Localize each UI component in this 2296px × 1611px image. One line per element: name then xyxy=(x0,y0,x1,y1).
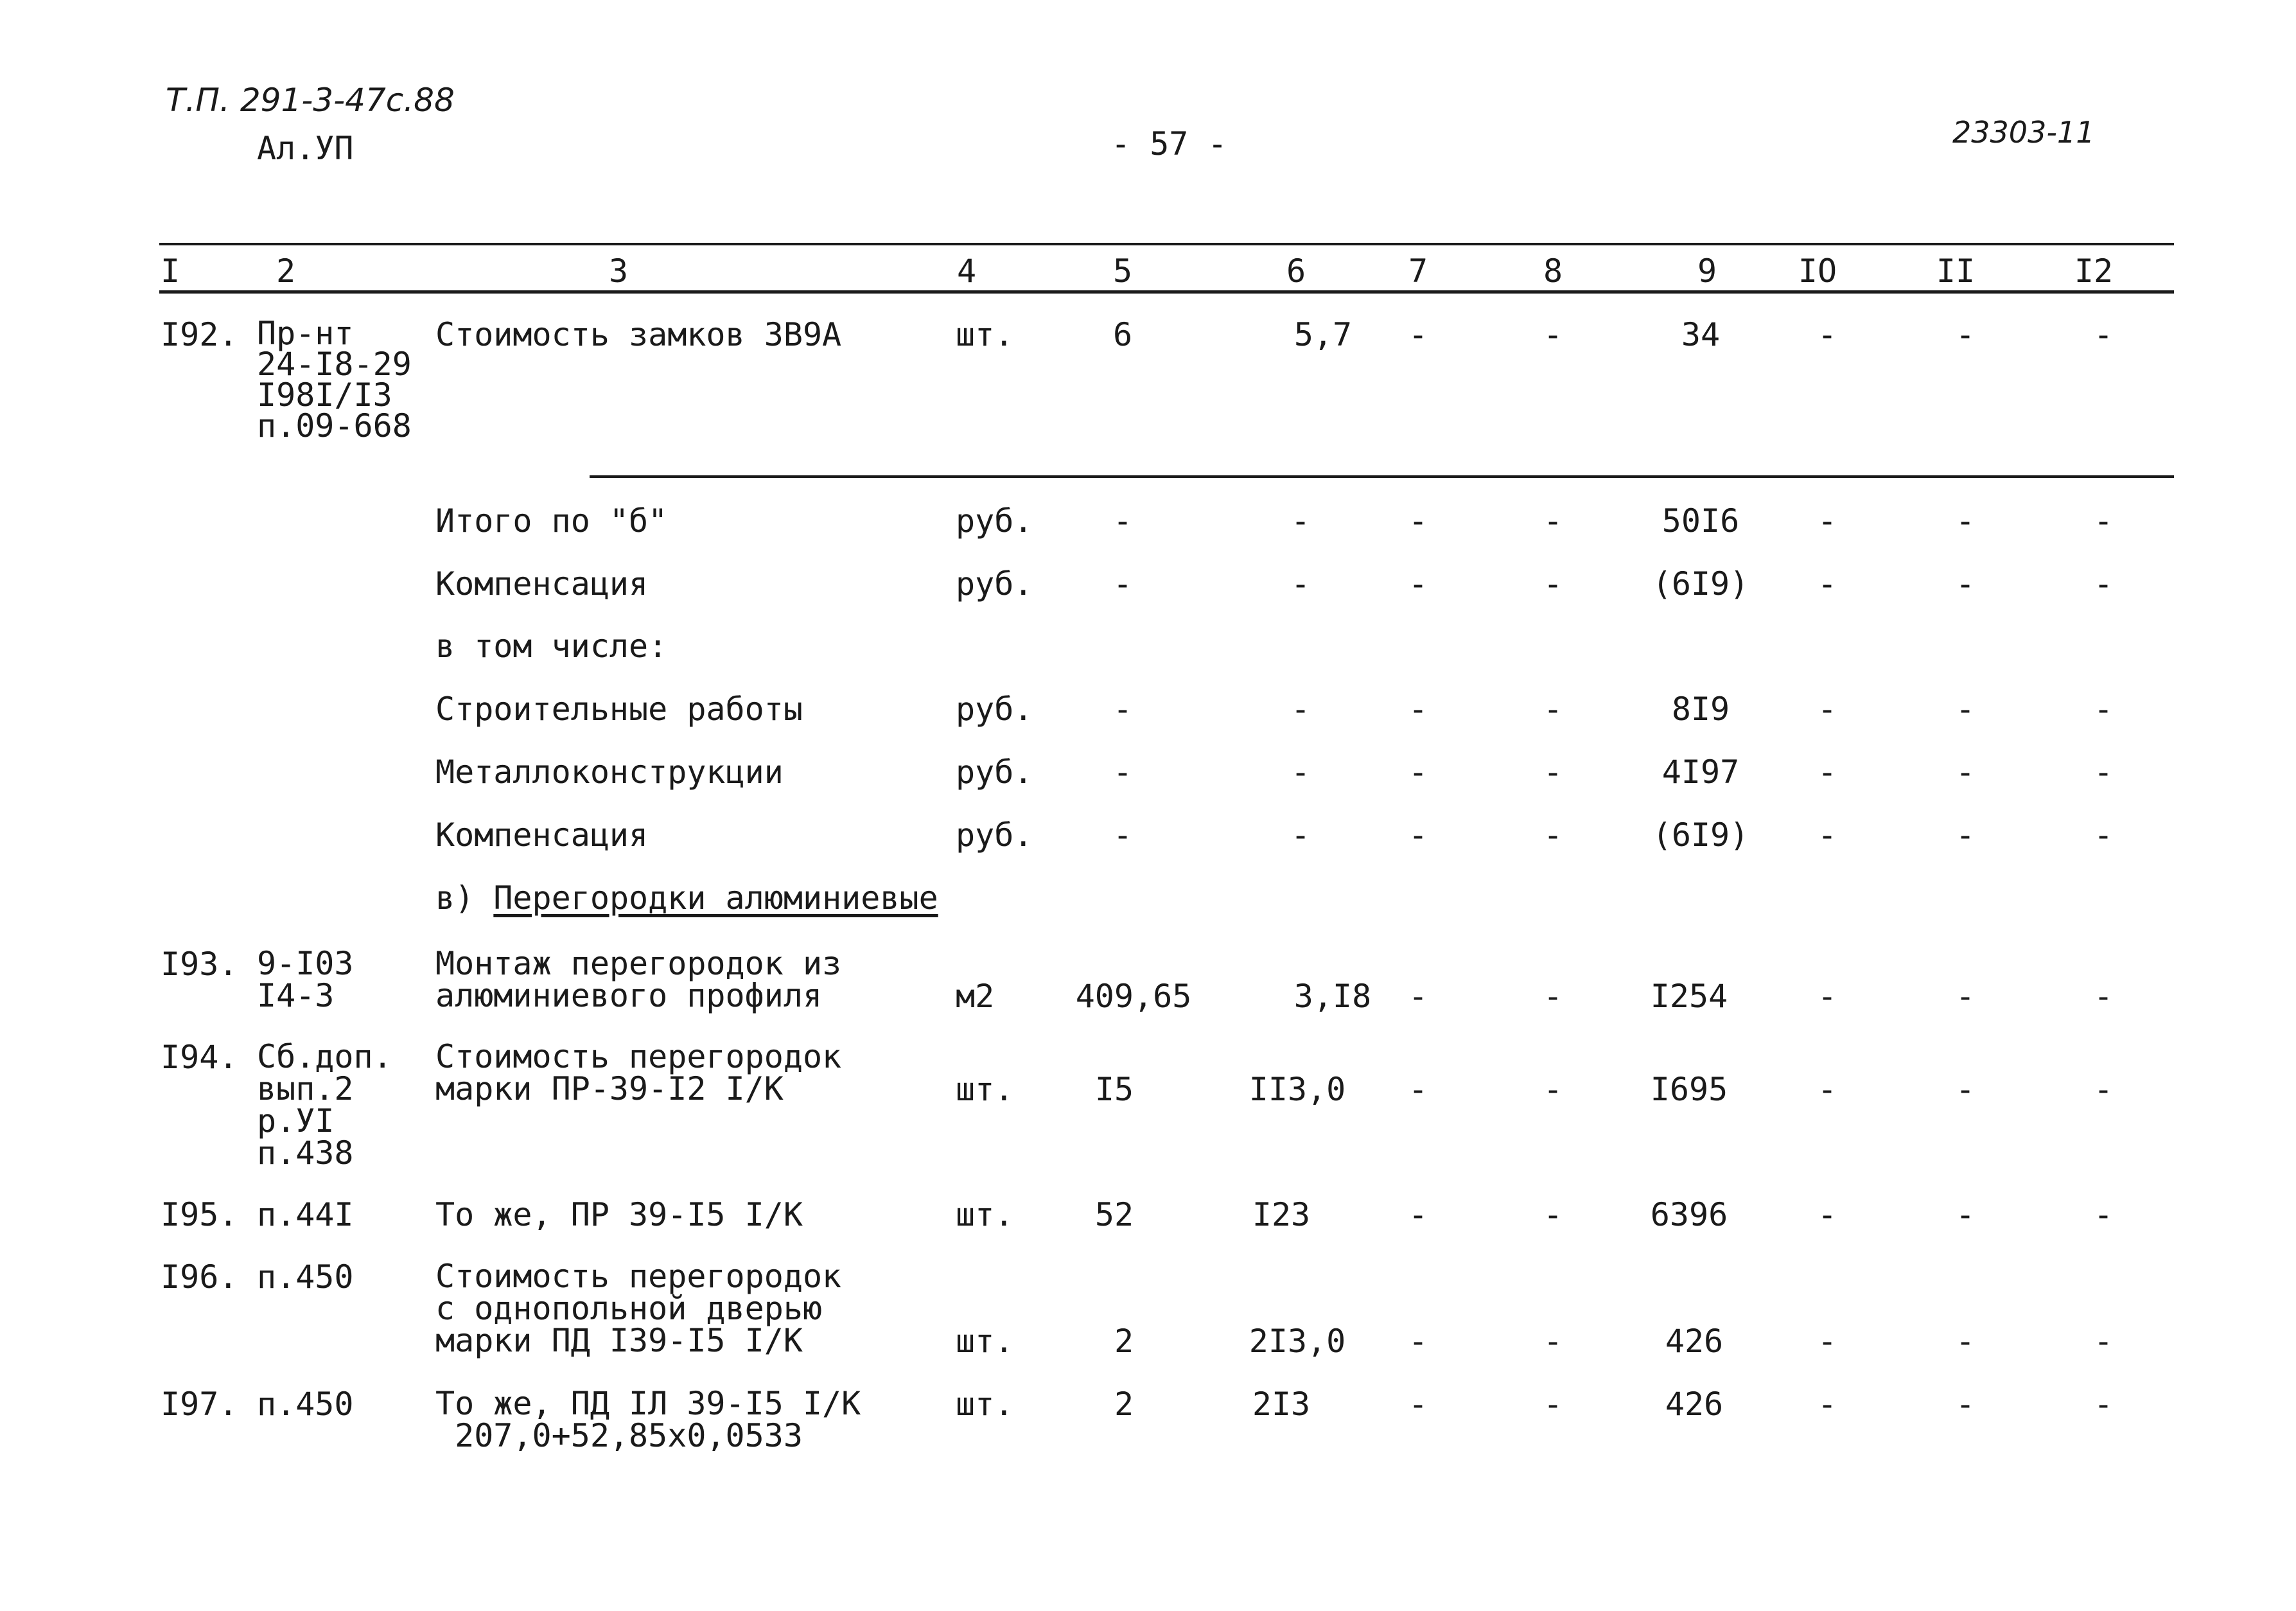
cell-col11: - xyxy=(1955,753,1976,791)
col-header-10: IO xyxy=(1798,252,1837,290)
cell-col5: 409,65 xyxy=(1075,978,1192,1015)
cell-col11: - xyxy=(1955,816,1976,854)
cell-col12: - xyxy=(2093,1196,2114,1233)
calc-formula: 207,0+52,85х0,0533 xyxy=(435,1417,803,1454)
desc-line: марки ПР-39-I2 I/К xyxy=(435,1070,784,1107)
ref-line: Сб.доп. xyxy=(257,1038,392,1075)
row-description: Компенсация xyxy=(435,816,649,854)
cell-col9: 8I9 xyxy=(1671,691,1730,728)
row-reference: п.450 xyxy=(257,1258,354,1296)
cell-col11: - xyxy=(1955,1196,1976,1233)
cell-col11: - xyxy=(1955,1071,1976,1108)
row-reference xyxy=(257,315,412,445)
cell-col5: 2 xyxy=(1114,1323,1134,1360)
col-header-12: I2 xyxy=(2074,252,2114,290)
row-description: То же, ПР 39-I5 I/К xyxy=(435,1196,803,1233)
ref-line: п.09-668 xyxy=(257,407,412,445)
row-reference xyxy=(257,947,354,1012)
row-description: Итого по "б" xyxy=(435,502,668,540)
cell-col5: 2 xyxy=(1114,1386,1134,1423)
row-description xyxy=(435,1260,841,1357)
row-unit: шт. xyxy=(956,1071,1014,1108)
cell-col6: - xyxy=(1290,691,1311,728)
row-unit: м2 xyxy=(956,978,995,1015)
cell-col9: I695 xyxy=(1650,1071,1728,1108)
row-number: I92. xyxy=(161,316,238,353)
cell-col7: - xyxy=(1408,1386,1428,1423)
desc-line: То же, ПД IЛ 39-I5 I/К xyxy=(435,1385,861,1422)
row-number: I95. xyxy=(161,1196,238,1233)
desc-line: алюминиевого профиля xyxy=(435,977,823,1014)
desc-line: Стоимость перегородок xyxy=(435,1258,842,1295)
cell-col12: - xyxy=(2093,565,2114,603)
cell-col11: - xyxy=(1955,316,1976,353)
cell-col8: - xyxy=(1543,565,1563,603)
cell-col6: - xyxy=(1290,753,1311,791)
cell-col10: - xyxy=(1817,753,1837,791)
cell-col10: - xyxy=(1817,1071,1837,1108)
cell-col6: I23 xyxy=(1252,1196,1311,1233)
cell-col10: - xyxy=(1817,565,1837,603)
row-reference: п.450 xyxy=(257,1386,354,1423)
col-header-3: 3 xyxy=(608,252,629,290)
ref-line: I4-3 xyxy=(257,977,335,1014)
cell-col7: - xyxy=(1408,502,1428,540)
ref-line: п.438 xyxy=(257,1134,354,1172)
archive-stamp: 23303-11 xyxy=(1952,115,2095,150)
col-header-5: 5 xyxy=(1112,252,1133,290)
cell-col5: 6 xyxy=(1112,316,1133,353)
cell-col7: - xyxy=(1408,816,1428,854)
row-unit: шт. xyxy=(956,1386,1014,1423)
cell-col6: 3,I8 xyxy=(1293,978,1372,1015)
cell-col5: - xyxy=(1112,565,1133,603)
cell-col6: - xyxy=(1290,502,1311,540)
cell-col12: - xyxy=(2093,502,2114,540)
row-unit: шт. xyxy=(956,1323,1014,1360)
cell-col11: - xyxy=(1955,1323,1976,1360)
cell-col5: I5 xyxy=(1094,1071,1134,1108)
cell-col8: - xyxy=(1543,753,1563,791)
cell-col9: 426 xyxy=(1665,1323,1724,1360)
col-header-11: II xyxy=(1936,252,1976,290)
cell-col8: - xyxy=(1543,1323,1563,1360)
row-reference: п.44I xyxy=(257,1196,354,1233)
col-header-4: 4 xyxy=(956,252,977,290)
ref-line: 24-I8-29 xyxy=(257,346,412,383)
row-description: Строительные работы xyxy=(435,691,803,728)
row-number: I96. xyxy=(161,1258,238,1296)
subtotal-rule xyxy=(590,475,2174,478)
cell-col8: - xyxy=(1543,1386,1563,1423)
cell-col8: - xyxy=(1543,316,1563,353)
cell-col5: - xyxy=(1112,816,1133,854)
row-description xyxy=(435,947,841,1012)
cell-col10: - xyxy=(1817,816,1837,854)
cell-col7: - xyxy=(1408,753,1428,791)
row-unit: шт. xyxy=(956,1196,1014,1233)
row-description: Компенсация xyxy=(435,565,649,603)
cell-col11: - xyxy=(1955,978,1976,1015)
section-title-text: Перегородки алюминиевые xyxy=(493,879,938,917)
page-number: - 57 - xyxy=(1111,125,1227,163)
desc-line: с однопольной дверью xyxy=(435,1290,823,1327)
cell-col8: - xyxy=(1543,978,1563,1015)
row-unit: руб. xyxy=(956,502,1033,540)
cell-col7: - xyxy=(1408,316,1428,353)
cell-col7: - xyxy=(1408,1323,1428,1360)
cell-col11: - xyxy=(1955,565,1976,603)
col-header-7: 7 xyxy=(1408,252,1428,290)
col-header-6: 6 xyxy=(1286,252,1306,290)
cell-col10: - xyxy=(1817,1323,1837,1360)
cell-col9: (6I9) xyxy=(1652,816,1749,854)
row-unit: руб. xyxy=(956,565,1033,603)
cell-col9: 6396 xyxy=(1650,1196,1728,1233)
ref-line: 9-I03 xyxy=(257,945,354,982)
cell-col11: - xyxy=(1955,691,1976,728)
row-unit: шт. xyxy=(956,316,1014,353)
section-title xyxy=(435,881,938,915)
col-header-8: 8 xyxy=(1543,252,1563,290)
cell-col9: 34 xyxy=(1681,316,1721,353)
cell-col5: - xyxy=(1112,502,1133,540)
cell-col10: - xyxy=(1817,316,1837,353)
cell-col10: - xyxy=(1817,1386,1837,1423)
row-number: I93. xyxy=(161,946,238,983)
cell-col9: 50I6 xyxy=(1661,502,1740,540)
cell-col5: - xyxy=(1112,691,1133,728)
cell-col12: - xyxy=(2093,316,2114,353)
album-label: Ал.УП xyxy=(257,130,354,167)
header-bottom-rule xyxy=(159,290,2174,294)
cell-col11: - xyxy=(1955,1386,1976,1423)
row-number: I97. xyxy=(161,1386,238,1423)
doc-code: Т.П. 291-3-47с.88 xyxy=(166,82,455,119)
row-unit: руб. xyxy=(956,691,1033,728)
cell-col6: 5,7 xyxy=(1293,316,1353,353)
cell-col5: - xyxy=(1112,753,1133,791)
row-description: Металлоконструкции xyxy=(435,753,784,791)
cell-col8: - xyxy=(1543,816,1563,854)
cell-col9: I254 xyxy=(1650,978,1728,1015)
cell-col7: - xyxy=(1408,565,1428,603)
cell-col12: - xyxy=(2093,1071,2114,1108)
row-unit: руб. xyxy=(956,753,1033,791)
ref-line: I98I/I3 xyxy=(257,376,392,414)
row-unit: руб. xyxy=(956,816,1033,854)
cell-col9: (6I9) xyxy=(1652,565,1749,603)
row-description: в том числе: xyxy=(435,628,668,665)
row-description: Стоимость замков ЗВ9А xyxy=(435,316,842,353)
cell-col8: - xyxy=(1543,502,1563,540)
ref-line: вып.2 xyxy=(257,1070,354,1107)
cell-col6: 2I3,0 xyxy=(1249,1323,1346,1360)
cell-col7: - xyxy=(1408,1071,1428,1108)
cell-col10: - xyxy=(1817,1196,1837,1233)
cell-col9: 426 xyxy=(1665,1386,1724,1423)
cell-col8: - xyxy=(1543,1196,1563,1233)
col-header-2: 2 xyxy=(276,252,296,290)
cell-col6: - xyxy=(1290,565,1311,603)
cell-col7: - xyxy=(1408,1196,1428,1233)
ref-line: р.УI xyxy=(257,1102,335,1140)
cell-col12: - xyxy=(2093,978,2114,1015)
col-header-1: I xyxy=(160,252,180,290)
cell-col6: 2I3 xyxy=(1252,1386,1311,1423)
cell-col7: - xyxy=(1408,691,1428,728)
cell-col12: - xyxy=(2093,1386,2114,1423)
cell-col10: - xyxy=(1817,691,1837,728)
cell-col11: - xyxy=(1955,502,1976,540)
ref-line: Пр-нт xyxy=(257,315,354,352)
cell-col7: - xyxy=(1408,978,1428,1015)
row-description xyxy=(435,1387,861,1452)
section-prefix: в) xyxy=(435,879,475,917)
desc-line: Монтаж перегородок из xyxy=(435,945,842,982)
row-reference xyxy=(257,1038,392,1172)
cell-col12: - xyxy=(2093,816,2114,854)
cell-col8: - xyxy=(1543,691,1563,728)
desc-line: Стоимость перегородок xyxy=(435,1038,842,1075)
col-header-9: 9 xyxy=(1697,252,1717,290)
row-number: I94. xyxy=(161,1039,238,1076)
cell-col6: II3,0 xyxy=(1249,1071,1346,1108)
cell-col8: - xyxy=(1543,1071,1563,1108)
desc-line: марки ПД I39-I5 I/К xyxy=(435,1322,803,1359)
cell-col10: - xyxy=(1817,502,1837,540)
cell-col12: - xyxy=(2093,691,2114,728)
row-description xyxy=(435,1038,842,1107)
cell-col10: - xyxy=(1817,978,1837,1015)
table-top-rule xyxy=(159,243,2174,245)
cell-col5: 52 xyxy=(1094,1196,1134,1233)
cell-col12: - xyxy=(2093,1323,2114,1360)
cell-col12: - xyxy=(2093,753,2114,791)
cell-col6: - xyxy=(1290,816,1311,854)
cell-col9: 4I97 xyxy=(1661,753,1740,791)
